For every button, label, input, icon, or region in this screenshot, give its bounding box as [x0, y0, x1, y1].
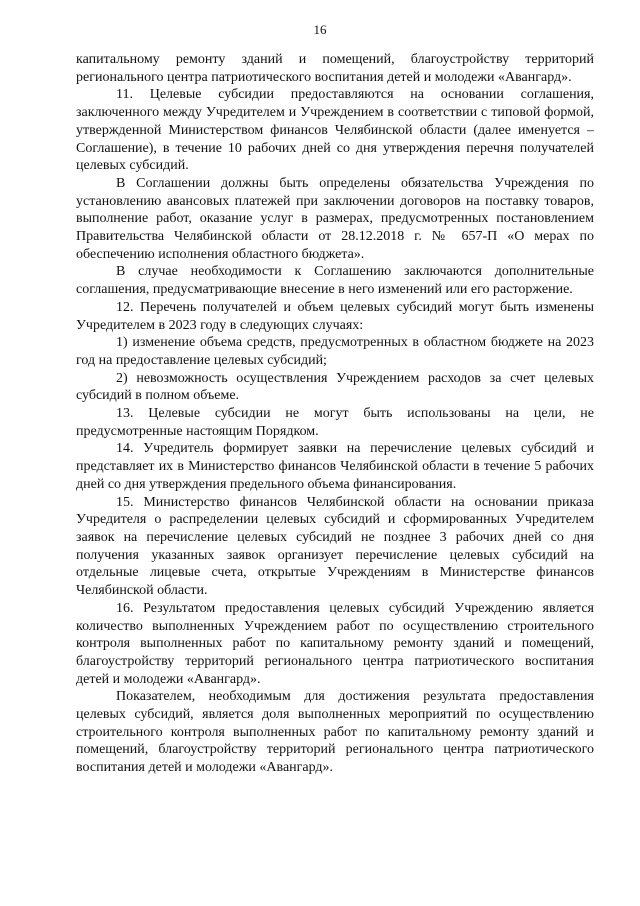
paragraph-item-14: 14. Учредитель формирует заявки на перечисление целевых субсидий и представляет их в Министерство финансов Челябинской области в течение 5 рабочих дней со дня утверждения предельного объема финансирования. [76, 441, 594, 492]
paragraph-additional-agreements: В случае необходимости к Соглашению заключаются дополнительные соглашения, предусматривающие внесение в него изменений или его расторжение. [76, 264, 594, 298]
paragraph-item-12-case-1: 1) изменение объема средств, предусмотренных в областном бюджете на 2023 год на предоставление целевых субсидий; [76, 335, 594, 368]
paragraph-item-12: 12. Перечень получателей и объем целевых субсидий могут быть изменены Учредителем в 2023 году в следующих случаях: [76, 299, 594, 333]
paragraph-item-16: 16. Результатом предоставления целевых субсидий Учреждению является количество выполненных Учреждением работ по осуществлению строительного контроля выполненных работ по капитальному ремонту зданий и помещений, благоустройству территорий регионального центра патриотического воспитания детей и молодежи «Авангард». [76, 600, 594, 687]
page-number: 16 [313, 22, 327, 37]
paragraph-continuation: капитальному ремонту зданий и помещений, благоустройству территорий регионального центра патриотического воспитания детей и молодежи «Авангард». [76, 52, 594, 85]
paragraph-item-13: 13. Целевые субсидии не могут быть использованы на цели, не предусмотренные настоящим Порядком. [76, 406, 594, 439]
paragraph-item-11: 11. Целевые субсидии предоставляются на основании соглашения, заключенного между Учредителем и Учреждением в соответствии с типовой формой, утвержденной Министерством финансов Челябинской области (далее именуется – Соглашение), в течение 10 рабочих дней со дня утверждения перечня получателей целевых субсидий. [76, 87, 594, 174]
paragraph-item-15: 15. Министерство финансов Челябинской области на основании приказа Учредителя о распределении целевых субсидий и сформированных Учредителем заявок на перечисление целевых субсидий не позднее 3 рабочих дней со дня получения указанных заявок организует перечисление целевых субсидий на отдельные лицевые счета, открытые Учреждениям в Министерстве финансов Челябинской области. [76, 494, 594, 599]
document-body [76, 51, 594, 777]
paragraph-item-12-case-2: 2) невозможность осуществления Учреждением расходов за счет целевых субсидий в полном объеме. [76, 370, 594, 404]
paragraph-agreement-obligations: В Соглашении должны быть определены обязательства Учреждения по установлению авансовых платежей при заключении договоров на поставку товаров, выполнение работ, оказание услуг в размерах, предусмотренных постановлением Правительства Челябинской области от 28.12.2018 г. № 657-П «О мерах по обеспечению исполнения областного бюджета». [76, 175, 594, 262]
paragraph-indicator: Показателем, необходимым для достижения результата предоставления целевых субсидий, является доля выполненных мероприятий по осуществлению строительного контроля выполненных работ по капитальному ремонту зданий и помещений, благоустройству территорий регионального центра патриотического воспитания детей и молодежи «Авангард». [76, 689, 594, 776]
